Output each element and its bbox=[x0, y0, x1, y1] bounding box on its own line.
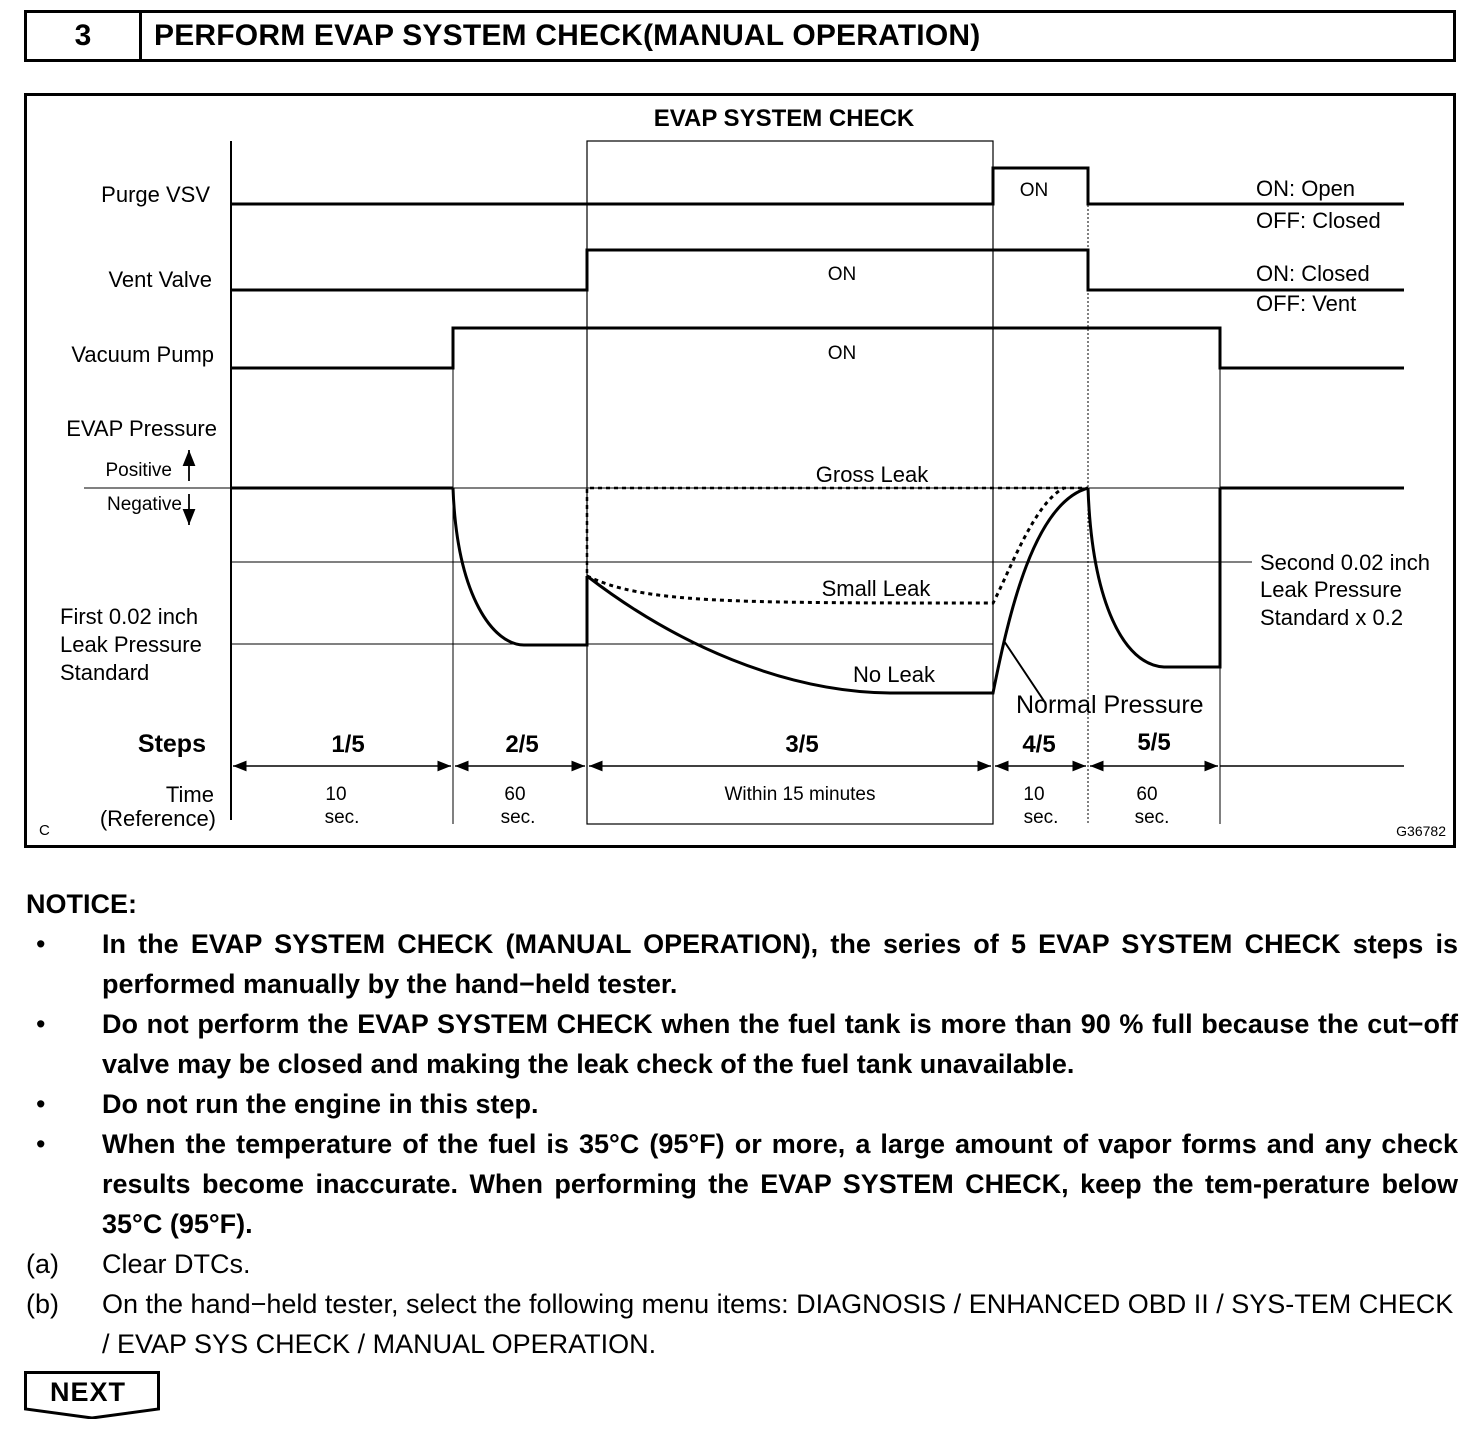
time-4-unit: sec. bbox=[1023, 807, 1059, 828]
bullet-icon: • bbox=[36, 1089, 46, 1119]
steps-label: Steps bbox=[137, 730, 206, 758]
step-3-label: 3/5 bbox=[785, 731, 819, 758]
first-standard-line-2: Leak Pressure bbox=[60, 632, 202, 657]
notice-section bbox=[26, 884, 1458, 1364]
small-leak-label: Small Leak bbox=[821, 576, 931, 601]
figure-code: G36782 bbox=[1396, 823, 1446, 839]
vent-valve-label: Vent Valve bbox=[108, 267, 212, 292]
first-standard-line-3: Standard bbox=[60, 660, 150, 685]
bullet-icon: • bbox=[36, 1009, 46, 1039]
positive-label: Positive bbox=[105, 460, 172, 481]
purge-off-note: OFF: Closed bbox=[1256, 208, 1381, 233]
notice-bullet-text: Do not perform the EVAP SYSTEM CHECK when the fuel tank is more than 90 % full because the cut−off valve may be closed and making the leak check of the fuel tank unavailable. bbox=[102, 1009, 1458, 1079]
time-label-2: (Reference) bbox=[99, 806, 216, 831]
time-5-value: 60 bbox=[1136, 784, 1158, 805]
evap-timing-diagram bbox=[24, 93, 1456, 848]
gross-leak-curve bbox=[587, 488, 1088, 645]
step-4-label: 4/5 bbox=[1022, 731, 1056, 758]
pump-on-label: ON bbox=[827, 343, 857, 364]
corner-mark: C bbox=[39, 822, 50, 839]
purge-on-note: ON: Open bbox=[1256, 176, 1356, 201]
bullet-icon: • bbox=[36, 1129, 46, 1159]
step-2-label: 2/5 bbox=[505, 731, 539, 758]
second-standard-line-2: Leak Pressure bbox=[1260, 577, 1402, 602]
time-3-value: Within 15 minutes bbox=[724, 784, 876, 805]
instruction-label: (a) bbox=[26, 1249, 59, 1279]
timing-diagram-svg bbox=[24, 93, 1456, 848]
step-1-label: 1/5 bbox=[331, 731, 365, 758]
notice-bullet bbox=[26, 1004, 1458, 1084]
step-5-label: 5/5 bbox=[1137, 729, 1171, 756]
purge-vsv-label: Purge VSV bbox=[101, 182, 210, 207]
step-title: PERFORM EVAP SYSTEM CHECK(MANUAL OPERATION) bbox=[154, 19, 981, 52]
step-5-pressure-curve bbox=[1088, 488, 1220, 667]
vent-off-note: OFF: Vent bbox=[1256, 291, 1357, 316]
vent-on-note: ON: Closed bbox=[1256, 261, 1370, 286]
reference-lines bbox=[84, 488, 1404, 644]
diagram-frame bbox=[26, 95, 1455, 847]
vent-on-label: ON bbox=[827, 264, 857, 285]
first-standard-line-1: First 0.02 inch bbox=[60, 604, 199, 629]
notice-bullet bbox=[26, 1124, 1458, 1244]
instruction-text: On the hand−held tester, select the following menu items: DIAGNOSIS / ENHANCED OBD II / SYS-TEM CHECK / EVAP SYS CHECK / MANUAL OPERATION. bbox=[102, 1289, 1454, 1359]
second-standard-line-3: Standard x 0.2 bbox=[1260, 605, 1404, 630]
notice-bullet-text: In the EVAP SYSTEM CHECK (MANUAL OPERATION), the series of 5 EVAP SYSTEM CHECK steps is performed manually by the hand−held tester. bbox=[102, 929, 1458, 999]
notice-bullet bbox=[26, 924, 1458, 1004]
time-2-unit: sec. bbox=[500, 807, 536, 828]
time-1-unit: sec. bbox=[324, 807, 360, 828]
step-3-box bbox=[587, 141, 993, 824]
instruction-item bbox=[26, 1244, 1458, 1284]
normal-pressure-label: Normal Pressure bbox=[1016, 691, 1204, 719]
notice-bullet-text: Do not run the engine in this step. bbox=[102, 1089, 539, 1119]
no-leak-label: No Leak bbox=[853, 662, 935, 687]
bullet-icon: • bbox=[36, 929, 46, 959]
negative-label: Negative bbox=[107, 494, 182, 515]
time-5-unit: sec. bbox=[1134, 807, 1170, 828]
notice-title: NOTICE: bbox=[26, 889, 137, 919]
time-2-value: 60 bbox=[504, 784, 526, 805]
instruction-text: Clear DTCs. bbox=[102, 1249, 251, 1279]
notice-bullet-text: When the temperature of the fuel is 35°C (95°F) or more, a large amount of vapor forms and any check results become inaccurate. When performing the EVAP SYSTEM CHECK, keep the tem-perature below 35°C (95°F). bbox=[102, 1129, 1458, 1239]
step-number: 3 bbox=[27, 13, 142, 59]
purge-vsv-signal bbox=[231, 168, 1404, 204]
instruction-label: (b) bbox=[26, 1289, 59, 1319]
step-2-pressure-curve bbox=[453, 488, 587, 645]
next-button[interactable] bbox=[24, 1371, 160, 1419]
procedure-header bbox=[24, 10, 1456, 62]
gross-leak-label: Gross Leak bbox=[815, 462, 929, 487]
evap-pressure-label: EVAP Pressure bbox=[66, 416, 217, 441]
vacuum-pump-signal bbox=[231, 328, 1404, 368]
purge-on-label: ON bbox=[1019, 180, 1049, 201]
diagram-title: EVAP SYSTEM CHECK bbox=[653, 105, 915, 132]
time-4-value: 10 bbox=[1023, 784, 1045, 805]
time-1-value: 10 bbox=[325, 784, 347, 805]
next-button-label: NEXT bbox=[49, 1377, 126, 1407]
time-label-1: Time bbox=[165, 782, 214, 807]
notice-bullet bbox=[26, 1084, 1458, 1124]
instruction-item bbox=[26, 1284, 1458, 1364]
vent-valve-signal bbox=[231, 250, 1404, 290]
vacuum-pump-label: Vacuum Pump bbox=[71, 342, 214, 367]
second-standard-line-1: Second 0.02 inch bbox=[1260, 550, 1431, 575]
